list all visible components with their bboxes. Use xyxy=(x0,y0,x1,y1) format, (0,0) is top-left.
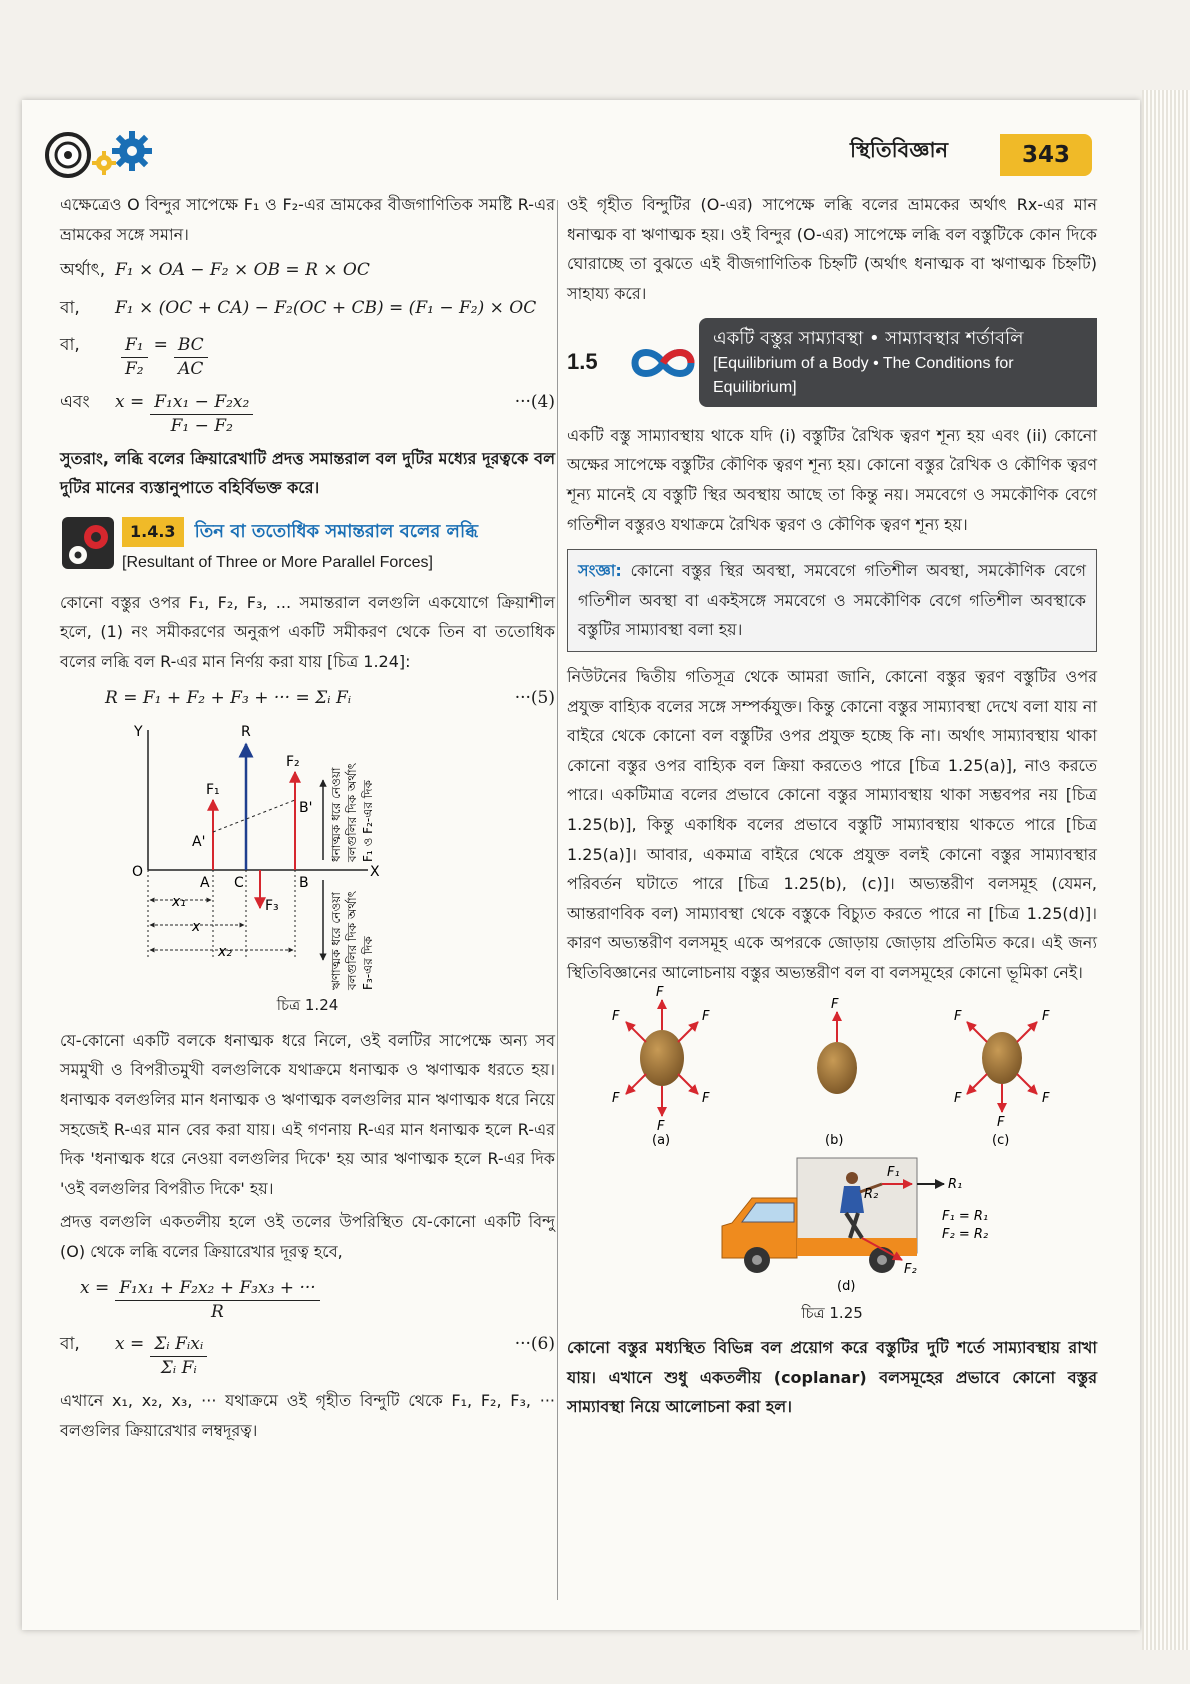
subsection-title-bengali: তিন বা ততোধিক সমান্তরাল বলের লব্ধি xyxy=(194,521,479,542)
negative-note xyxy=(329,891,375,991)
equation-4-num: F₁x₁ − F₂x₂ xyxy=(150,391,253,415)
equation-3 xyxy=(60,330,555,381)
equation-6 xyxy=(60,1273,555,1324)
figure-1-25-caption: চিত্র 1.25 xyxy=(801,1303,863,1322)
positive-note xyxy=(329,763,375,863)
stone-c-icon xyxy=(982,1032,1022,1084)
definition-box xyxy=(567,549,1097,652)
gear-head-logo-icon xyxy=(44,125,164,185)
positive-note-line-3: F₁ ও F₂-এর দিক xyxy=(360,780,375,863)
equation-4-tag: ···(4) xyxy=(514,391,555,412)
running-head: স্থিতিবিজ্ঞান xyxy=(850,138,949,162)
subsection-number: 1.4.3 xyxy=(122,517,184,547)
positive-note-line-1: ধনাত্মক ধরে নেওয়া xyxy=(328,767,343,863)
label-x: X xyxy=(369,864,380,881)
section-title-bengali: একটি বস্তুর সাম্যাবস্থা • সাম্যাবস্থার শর্তাবলি xyxy=(713,328,1024,350)
label-c-panel: (c) xyxy=(992,1132,1010,1148)
section-title-box xyxy=(699,318,1097,406)
equation-5 xyxy=(60,683,555,714)
label-f-a-ul: F xyxy=(612,1008,620,1024)
label-f-a-ur: F xyxy=(702,1008,710,1024)
right-column xyxy=(567,190,1097,1426)
page-number: 343 xyxy=(1000,134,1092,176)
subsection-text xyxy=(122,515,478,578)
equation-7-label: বা, xyxy=(60,1334,80,1355)
equation-2-body: F₁ × (OC + CA) − F₂(OC + CB) = (F₁ − F₂) × OC xyxy=(115,297,537,318)
figure-1-25-b xyxy=(817,997,857,1148)
label-f-c-bottom: F xyxy=(997,1114,1005,1130)
label-x2: x₂ xyxy=(217,944,232,961)
equation-2-label: বা, xyxy=(60,297,80,318)
equation-4-fraction xyxy=(150,391,253,438)
infinity-icon xyxy=(627,341,699,385)
figure-1-24 xyxy=(118,720,498,990)
equation-3-label: বা, xyxy=(60,335,80,356)
stone-b-icon xyxy=(817,1042,857,1094)
equation-6-den: R xyxy=(211,1301,224,1322)
label-f-c-ll: F xyxy=(954,1090,962,1106)
label-f-c-lr: F xyxy=(1042,1090,1050,1106)
left-paragraph-2: সুতরাং, লব্ধি বলের ক্রিয়ারেখাটি প্রদত্ত সমান্তরাল বল দুটির মধ্যের দূরত্বকে বল দুটির মানের ব্যস্তানুপাতে বহির্বিভক্ত করে। xyxy=(60,448,555,498)
label-d-panel: (d) xyxy=(837,1278,856,1294)
equation-1-label: অর্থাৎ, xyxy=(60,260,106,281)
equation-3-rhs-num: BC xyxy=(174,334,208,358)
equation-4-den: F₁ − F₂ xyxy=(170,415,233,436)
equation-3-lhs xyxy=(121,334,148,381)
page-edges xyxy=(1142,90,1190,1650)
label-f2-truck: F₂ xyxy=(904,1261,917,1277)
label-f-a-top: F xyxy=(656,984,664,1000)
label-f1-truck: F₁ xyxy=(887,1164,900,1180)
negative-note-line-2: বলগুলির দিক অর্থাৎ xyxy=(344,891,359,991)
equation-4 xyxy=(60,387,555,438)
left-paragraph-5: প্রদত্ত বলগুলি একতলীয় হলে ওই তলের উপরিস্থিত যে-কোনো একটি বিন্দু (O) থেকে লব্ধি বলের ক্রিয়ারেখার দূরত্ব হবে, xyxy=(60,1212,555,1262)
negative-note-line-3: F₃-এর দিক xyxy=(360,936,375,991)
right-paragraph-3: নিউটনের দ্বিতীয় গতিসূত্র থেকে আমরা জানি, কোনো বস্তুর ত্বরণ বস্তুটির ওপর প্রযুক্ত বাহ্যিক বলের সঙ্গে সম্পর্কযুক্ত। কিন্তু কোনো বস্তুর সাম্যাবস্থা দেখে বলা যায় না বাইরে থেকে কোনো বল বস্তুটির ওপর প্রযুক্ত হচ্ছে কি না। অর্থাৎ সাম্যাবস্থায় থাকা কোনো বস্তুর ওপর বাহ্যিক বল ক্রিয়া করতেও পারে [চিত্র 1.25(a)], নাও করতে পারে। একটিমাত্র বলের প্রভাবে কোনো বস্তুর সাম্যাবস্থায় থাকা সম্ভবপর নয় [চিত্র 1.25(b)], কিন্তু একাধিক বলের প্রভাবে বস্তুটি সাম্যাবস্থায় থাকতে পারে [চিত্র 1.25(a)]। আবার, একমাত্র বাইরে থেকে প্রযুক্ত বলই কোনো বস্তুর সাম্যাবস্থার পরিবর্তন ঘটাতে পারে [চিত্র 1.25(b), (c)]। অভ্যন্তরীণ বলসমূহ (যেমন, আন্তরাণবিক বল) সাম্যাবস্থা থেকে বস্তুকে বিচ্যুত করতে পারে না [চিত্র 1.25(d)]। কারণ অভ্যন্তরীণ বলসমূহ একে অপরকে জোড়ায় জোড়ায় প্রতিমিত করে। এই জন্য স্থিতিবিজ্ঞানের আলোচনায় বস্তুর অভ্যন্তরীণ বল বা বলসমূহের কোনো ভূমিকা নেই। xyxy=(567,667,1097,982)
label-f2: F₂ xyxy=(285,754,300,771)
section-title-english: [Equilibrium of a Body • The Conditions for Equilibrium] xyxy=(713,355,1014,396)
label-o: O xyxy=(131,864,143,881)
equation-6-num: F₁x₁ + F₂x₂ + F₃x₃ + ··· xyxy=(115,1277,319,1301)
section-number: 1.5 xyxy=(567,349,598,375)
label-f-c-ur: F xyxy=(1042,1008,1050,1024)
label-c: C xyxy=(233,875,244,892)
label-f-c-ul: F xyxy=(954,1008,962,1024)
label-y: Y xyxy=(133,724,143,741)
label-x-dist: x xyxy=(191,919,200,936)
equation-7-lhs: x = xyxy=(115,1334,145,1355)
equation-6-lhs: x = xyxy=(80,1277,110,1298)
equals-sign: = xyxy=(153,335,168,356)
label-b-panel: (b) xyxy=(825,1132,844,1148)
label-x1: x₁ xyxy=(171,894,186,911)
left-paragraph-3: কোনো বস্তুর ওপর F₁, F₂, F₃, ... সমান্তরাল বলগুলি একযোগে ক্রিয়াশীল হলে, (1) নং সমীকরণের অনুরূপ একটি সমীকরণ থেকে তিন বা ততোধিক বলের লব্ধি বল R-এর মান নির্ণয় করা যায় [চিত্র 1.24]: xyxy=(60,592,555,672)
equation-3-lhs-num: F₁ xyxy=(121,334,148,358)
equation-6-fraction xyxy=(115,1277,319,1324)
equation-3-rhs-den: AC xyxy=(178,359,204,379)
equation-1-body: F₁ × OA − F₂ × OB = R × OC xyxy=(115,260,370,281)
label-r: R xyxy=(240,724,251,741)
equation-3-lhs-den: F₂ xyxy=(125,359,144,379)
equation-7 xyxy=(60,1329,555,1380)
left-paragraph-6: এখানে x₁, x₂, x₃, ··· যথাক্রমে ওই গৃহীত বিন্দুটি থেকে F₁, F₂, F₃, ··· বলগুলির ক্রিয়ারেখার লম্বদূরত্ব। xyxy=(60,1391,555,1440)
equation-f2-r2: F₂ = R₂ xyxy=(942,1226,989,1242)
definition-label: সংজ্ঞা: xyxy=(578,561,622,581)
equation-5-body: R = F₁ + F₂ + F₃ + ··· = Σᵢ Fᵢ xyxy=(105,687,352,708)
label-r2-truck: R₂ xyxy=(864,1186,879,1202)
left-column xyxy=(60,190,555,1450)
figure-1-24-caption: চিত্র 1.24 xyxy=(276,996,339,1015)
right-paragraph-2: একটি বস্তু সাম্যাবস্থায় থাকে যদি (i) বস্তুটির রৈখিক ত্বরণ শূন্য হয় এবং (ii) কোনো অক্ষের সাপেক্ষে বস্তুটির কৌণিক ত্বরণ শূন্য হয়। কোনো বস্তুর রৈখিক ও কৌণিক ত্বরণ শূন্য মানেই যে বস্তুটি স্থির অবস্থায় আছে তা কিন্তু নয়। সমবেগে ও সমকৌণিক বেগে গতিশীল বস্তুরও যথাক্রমে রৈখিক ত্বরণ ও কৌণিক ত্বরণ শূন্য হয়। xyxy=(567,425,1097,534)
label-b-prime: B' xyxy=(298,800,312,817)
label-f-a-ll: F xyxy=(612,1090,620,1106)
label-a-prime: A' xyxy=(191,834,205,851)
figure-1-25 xyxy=(582,984,1082,1298)
label-f-b: F xyxy=(831,996,839,1012)
left-paragraph-1: এক্ষেত্রেও O বিন্দুর সাপেক্ষে F₁ ও F₂-এর ভ্রামকের বীজগাণিতিক সমষ্টি R-এর ভ্রামকের সঙ্গে সমান। xyxy=(60,195,555,244)
label-a: A xyxy=(199,875,210,892)
equation-1 xyxy=(60,255,555,286)
section-heading xyxy=(567,318,1097,406)
label-f3: F₃ xyxy=(264,898,279,915)
label-f-a-lr: F xyxy=(702,1090,710,1106)
label-f-a-bottom: F xyxy=(657,1118,665,1134)
line-a-prime-b-prime xyxy=(213,800,295,832)
figure-1-25-a xyxy=(612,985,710,1148)
equation-4-lhs: x = xyxy=(115,391,145,412)
subsection-title-english: [Resultant of Three or More Parallel Forces] xyxy=(122,554,433,572)
label-a-panel: (a) xyxy=(652,1132,671,1148)
figure-1-25-d xyxy=(722,1158,988,1294)
positive-note-line-2: বলগুলির দিক অর্থাৎ xyxy=(344,763,359,863)
equation-2 xyxy=(60,293,555,324)
equation-7-fraction xyxy=(150,1333,207,1380)
label-r1: R₁ xyxy=(948,1176,963,1192)
figure-1-25-c xyxy=(954,1009,1050,1148)
equation-7-num: Σᵢ Fᵢxᵢ xyxy=(150,1333,207,1357)
equation-f1-r1: F₁ = R₁ xyxy=(942,1208,989,1224)
right-paragraph-4: কোনো বস্তুর মধ্যস্থিত বিভিন্ন বল প্রয়োগ করে বস্তুটির দুটি শর্তে সাম্যাবস্থায় রাখা যায়। এখানে শুধু একতলীয় (coplanar) বলসমূহের প্রভাবে কোনো বস্তুর সাম্যাবস্থা নিয়ে আলোচনা করা হল। xyxy=(567,1338,1097,1417)
negative-note-line-1: ঋণাত্মক ধরে নেওয়া xyxy=(328,892,343,991)
equation-5-tag: ···(5) xyxy=(514,687,555,708)
stone-a-icon xyxy=(640,1030,684,1086)
left-paragraph-4: যে-কোনো একটি বলকে ধনাত্মক ধরে নিলে, ওই বলটির সাপেক্ষে অন্য সব সমমুখী ও বিপরীতমুখী বলগুলিকে যথাক্রমে ধনাত্মক ও ঋণাত্মক ধরতে হয়। ধনাত্মক বলগুলির মান ধনাত্মক ও ঋণাত্মক বলগুলির মান ঋণাত্মক ধরে নিয়ে সহজেই R-এর মান বের করা যায়। এই গণনায় R-এর মান ধনাত্মক হলে R-এর দিক 'ধনাত্মক ধরে নেওয়া বলগুলির দিকে' হয় আর ঋণাত্মক হলে R-এর দিক 'ওই বলগুলির বিপরীত দিকে' হয়। xyxy=(60,1030,555,1198)
equation-4-label: এবং xyxy=(60,391,90,412)
definition-text: কোনো বস্তুর স্থির অবস্থা, সমবেগে গতিশীল অবস্থা, সমকৌণিক বেগে গতিশীল অবস্থা বা একইসঙ্গে সমবেগে ও সমকৌণিক বেগে গতিশীল অবস্থাকে বস্তুটির সাম্যাবস্থা বলা হয়। xyxy=(578,561,1086,640)
equation-7-tag: ···(6) xyxy=(514,1334,555,1355)
column-divider xyxy=(557,200,558,1600)
label-f1: F₁ xyxy=(205,782,220,799)
right-paragraph-1: ওই গৃহীত বিন্দুটির (O-এর) সাপেক্ষে লব্ধি বলের ভ্রামকের অর্থাৎ Rx-এর মান ধনাত্মক বা ঋণাত্মক হয়। ওই বিন্দুর (O-এর) সাপেক্ষে লব্ধি বল বস্তুটিকে কোন দিকে ঘোরাচ্ছে তা বুঝতে এই বীজগাণিতিক চিহ্নটি (অর্থাৎ ধনাত্মক বা ঋণাত্মক চিহ্নটি) সাহায্য করে। xyxy=(567,195,1097,303)
subsection-gear-icon xyxy=(60,515,116,571)
subsection-heading xyxy=(60,515,555,578)
equation-3-rhs xyxy=(174,334,208,381)
label-b: B xyxy=(298,875,309,892)
equation-7-den: Σᵢ Fᵢ xyxy=(160,1358,197,1379)
